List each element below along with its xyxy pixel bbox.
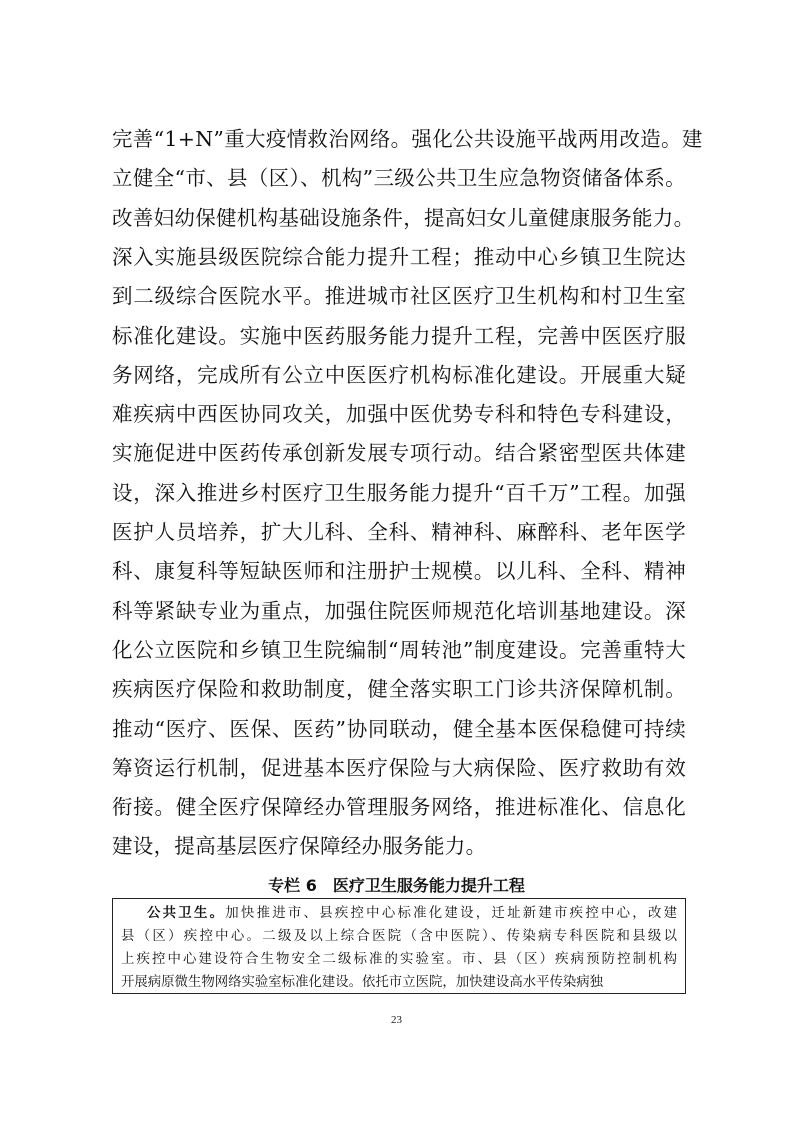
box-line [121,905,677,923]
body-line: 筹资运行机制，促进基本医疗保险与大病保险、医疗救助有效 [112,755,686,780]
special-column-box [112,898,686,994]
body-line: 立健全“市、县（区）、机构”三级公共卫生应急物资储备体系。 [112,166,686,191]
body-line: 设，深入推进乡村医疗卫生服务能力提升“百千万”工程。加强 [112,480,686,505]
body-line: 科等紧缺专业为重点，加强住院医师规范化培训基地建设。深 [112,598,686,623]
body-line: 疾病医疗保险和救助制度，健全落实职工门诊共济保障机制。 [112,677,686,702]
box-line: 上疾控中心建设符合生物安全二级标准的实验室。市、县（区）疾病预防控制机构 [121,952,677,967]
body-line: 推动“医疗、医保、医药”协同联动，健全基本医保稳健可持续 [112,716,686,741]
body-line: 深入实施县级医院综合能力提升工程；推动中心乡镇卫生院达 [112,244,686,269]
body-line: 务网络，完成所有公立中医医疗机构标准化建设。开展重大疑 [112,362,686,387]
body-line: 实施促进中医药传承创新发展专项行动。结合紧密型医共体建 [112,441,686,466]
box-first-rest: 加快推进市、县疾控中心标准化建设，迁址新建市疾控中心，改建 [225,906,678,921]
box-lead: 公共卫生。 [147,906,226,921]
body-line: 标准化建设。实施中医药服务能力提升工程，完善中医医疗服 [112,323,686,348]
box-title: 专栏 6 医疗卫生服务能力提升工程 [268,876,525,895]
body-line: 改善妇幼保健机构基础设施条件，提高妇女儿童健康服务能力。 [112,205,695,230]
box-line: 开展病原微生物网络实验室标准化建设。依托市立医院，加快建设高水平传染病独 [121,975,604,990]
body-line: 到二级综合医院水平。推进城市社区医疗卫生机构和村卫生室 [112,284,686,309]
body-line: 医护人员培养，扩大儿科、全科、精神科、麻醉科、老年医学 [112,520,686,544]
body-line: 科、康复科等短缺医师和注册护士规模。以儿科、全科、精神 [112,559,686,584]
body-line: 建设，提高基层医疗保障经办服务能力。 [112,834,487,859]
body-line: 化公立医院和乡镇卫生院编制“周转池”制度建设。完善重特大 [112,637,686,662]
body-line: 完善“1+N”重大疫情救治网络。强化公共设施平战两用改造。建 [112,127,703,151]
page-number: 23 [391,1014,402,1026]
body-line: 衔接。健全医疗保障经办管理服务网络，推进标准化、信息化 [112,795,686,820]
box-line: 县（区）疾控中心。二级及以上综合医院（含中医院）、传染病专科医院和县级以 [121,929,677,944]
body-line: 难疾病中西医协同攻关，加强中医优势专科和特色专科建设， [112,402,686,427]
